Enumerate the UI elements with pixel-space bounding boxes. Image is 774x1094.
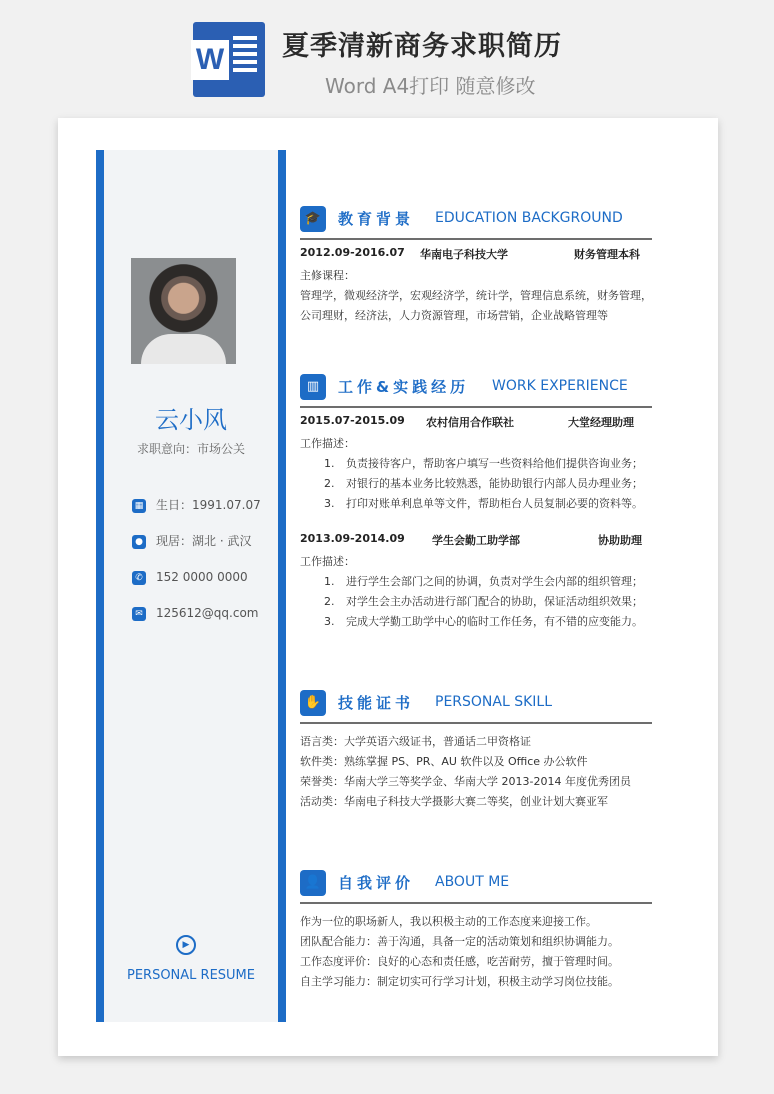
skill-line: 语言类：大学英语六级证书，普通话二甲资格证: [300, 735, 531, 748]
job-desc-label: 工作描述：: [300, 437, 355, 450]
job-row: [300, 414, 652, 434]
section-education: [300, 204, 652, 326]
courses-line: 公司理财，经济法，人力资源管理，市场营销，企业战略管理等: [300, 309, 608, 322]
word-logo-icon: [193, 22, 265, 97]
personal-resume-label: PERSONAL RESUME: [126, 968, 255, 983]
contact-email: ✉ 125612@qq.com: [132, 604, 259, 622]
section-header-about: [300, 868, 652, 904]
courses-line: 管理学，微观经济学，宏观经济学，统计学，管理信息系统，财务管理，: [300, 289, 652, 302]
section-title-cn: 技能证书: [338, 694, 415, 712]
job-org: 农村信用合作联社: [426, 416, 514, 429]
about-line: 工作态度评价：良好的心态和责任感，吃苦耐劳，擅于管理时间。: [300, 955, 619, 968]
section-work: [300, 372, 652, 632]
list-item: 3. 完成大学勤工助学中心的临时工作任务，有不错的应变能力。: [338, 612, 652, 632]
job-row: [300, 532, 652, 552]
education-school: 华南电子科技大学: [420, 248, 508, 261]
candidate-name: 云小风: [155, 406, 227, 434]
job-duty-list: [300, 454, 652, 514]
bar-chart-icon: ▥: [300, 374, 326, 400]
hand-icon: ✋: [300, 690, 326, 716]
skill-line: 活动类：华南电子科技大学摄影大赛二等奖，创业计划大赛亚军: [300, 795, 608, 808]
section-title-en: EDUCATION BACKGROUND: [435, 210, 623, 226]
job-intent: 求职意向：市场公关: [136, 442, 245, 456]
about-line: 团队配合能力：善于沟通，具备一定的活动策划和组织协调能力。: [300, 935, 619, 948]
section-title-en: WORK EXPERIENCE: [492, 378, 628, 394]
list-item: 2. 对学生会主办活动进行部门配合的协助，保证活动组织效果；: [338, 592, 652, 612]
job-role: 大堂经理助理: [568, 416, 634, 429]
job-date: 2013.09-2014.09: [300, 532, 405, 545]
page-title: 夏季清新商务求职简历: [282, 31, 562, 62]
section-title-cn: 工作&实践经历: [338, 378, 470, 396]
job-org: 学生会勤工助学部: [432, 534, 520, 547]
education-degree: 财务管理本科: [574, 248, 640, 261]
section-title-cn: 自我评价: [338, 874, 415, 892]
job-date: 2015.07-2015.09: [300, 414, 405, 427]
profile-photo: [131, 258, 236, 364]
list-item: 3. 打印对账单利息单等文件，帮助柜台人员复制必要的资料等。: [338, 494, 652, 514]
section-about: [300, 868, 652, 992]
graduation-cap-icon: 🎓: [300, 206, 326, 232]
person-icon: 👤: [300, 870, 326, 896]
contact-location: ● 现居：湖北 · 武汉: [132, 532, 251, 550]
play-icon: ▶: [176, 935, 196, 955]
section-header-education: [300, 204, 652, 240]
section-title-cn: 教育背景: [338, 210, 415, 228]
location-icon: ●: [132, 535, 146, 549]
skill-line: 软件类：熟练掌握 PS、PR、AU 软件以及 Office 办公软件: [300, 755, 588, 768]
email-icon: ✉: [132, 607, 146, 621]
list-item: 1. 进行学生会部门之间的协调，负责对学生会内部的组织管理；: [338, 572, 652, 592]
contact-phone: ✆ 152 0000 0000: [132, 568, 248, 586]
education-row: [300, 246, 652, 266]
job-role: 协助助理: [598, 534, 642, 547]
contact-birthday: ▦ 生日：1991.07.07: [132, 496, 261, 514]
section-title-en: ABOUT ME: [435, 874, 510, 890]
education-date: 2012.09-2016.07: [300, 246, 405, 259]
job-desc-label: 工作描述：: [300, 555, 355, 568]
phone-icon: ✆: [132, 571, 146, 585]
job-duty-list: [300, 572, 652, 632]
section-header-skills: [300, 688, 652, 724]
word-logo-letter: W: [191, 40, 229, 80]
about-line: 作为一位的职场新人，我以积极主动的工作态度来迎接工作。: [300, 915, 597, 928]
sidebar: [96, 150, 286, 1022]
page-subtitle: Word A4打印 随意修改: [325, 74, 536, 98]
section-header-work: [300, 372, 652, 408]
header: [0, 0, 774, 110]
about-line: 自主学习能力：制定切实可行学习计划，积极主动学习岗位技能。: [300, 975, 619, 988]
courses-label: 主修课程：: [300, 269, 355, 282]
skill-line: 荣誉类：华南大学三等奖学金、华南大学 2013-2014 年度优秀团员: [300, 775, 631, 788]
list-item: 2. 对银行的基本业务比较熟悉，能协助银行内部人员办理业务；: [338, 474, 652, 494]
section-skills: [300, 688, 652, 812]
list-item: 1. 负责接待客户，帮助客户填写一些资料给他们提供咨询业务；: [338, 454, 652, 474]
resume-paper: [58, 118, 718, 1056]
section-title-en: PERSONAL SKILL: [435, 694, 553, 710]
calendar-icon: ▦: [132, 499, 146, 513]
